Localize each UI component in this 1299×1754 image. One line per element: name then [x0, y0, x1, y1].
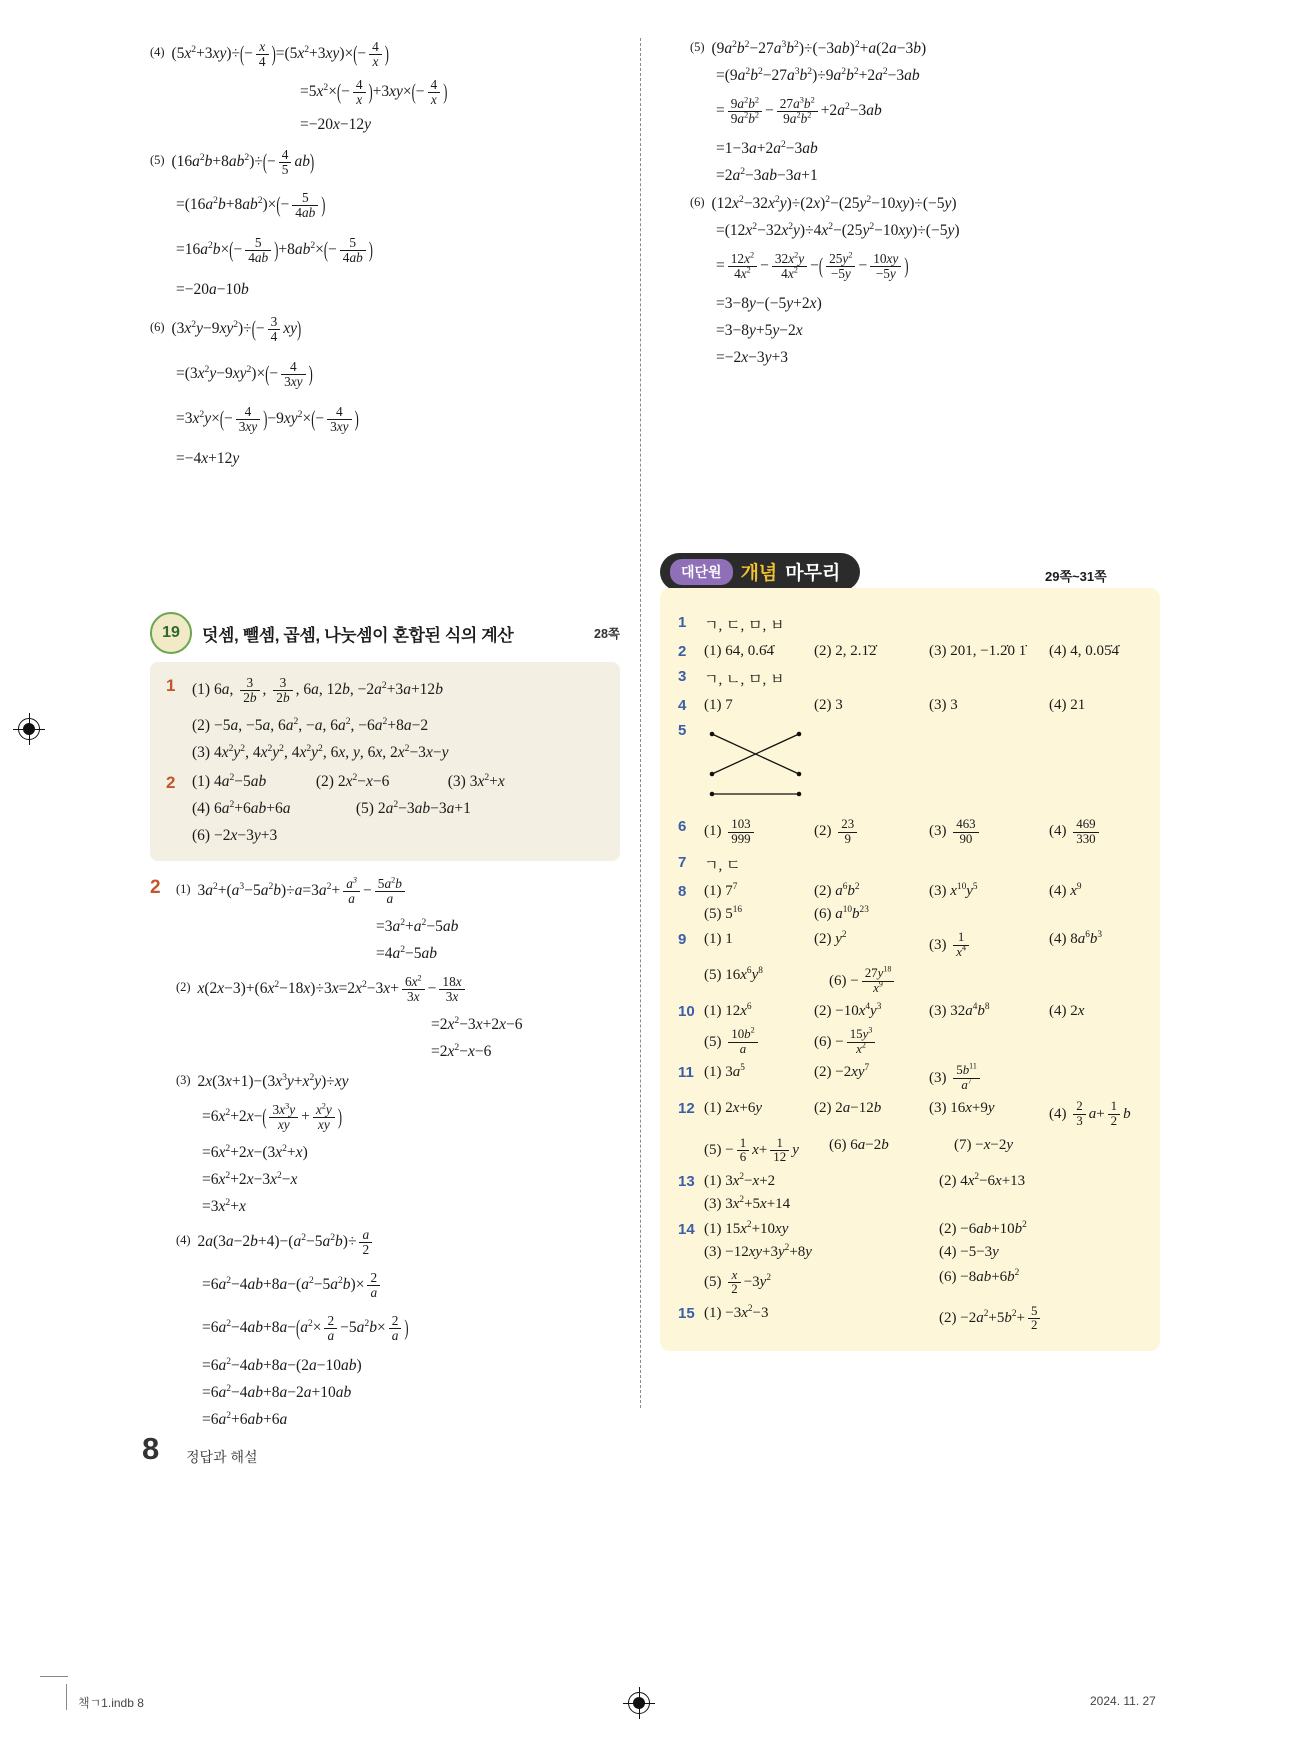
solution-line: (5) $(16a^2b+8ab^2)\div(-$ $\frac{4}{5}$ ab) [150, 146, 315, 177]
section-title: 덧셈, 뺄셈, 곱셈, 나눗셈이 혼합된 식의 계산 [202, 625, 514, 645]
solution-line: $=6x^2+2x-(3x^2+x)$ [202, 1142, 308, 1161]
solution-line: $=6a^2-4ab+8a-2a+10ab$ [202, 1382, 352, 1401]
answer-row-number: 12 [678, 1100, 695, 1118]
solution-line: (5) $(9a^2b^2-27a^3b^2)\div(-3ab)^2+a(2a-3b)$ [690, 38, 927, 57]
left-solution-column [150, 40, 620, 477]
answer-row [678, 1100, 1142, 1164]
solution-line: $=5x^2\times(-$ $\frac{4}{x}$ )+3xy×(− $\frac{4}{x}$ ) [300, 76, 448, 107]
answer-row-body: (1) $3a^5$ $(2) -2xy^7$ (3) $\frac{5b^{11}}{a^7}$ [704, 1064, 1142, 1092]
answer-row-number: 5 [678, 722, 687, 739]
ribbon-title-1: 개념 [740, 563, 778, 584]
answer-row-body: (1) 1 (2) $y^2$ (3) $\frac{1}{x^4}$ (4) $8a^6b^3$ (5) $16x^6y^8$ (6) − $\frac{27y^{18}}{x^9}$ [704, 930, 1103, 995]
footer-bar [66, 1684, 67, 1710]
review-panel-ribbon [660, 553, 860, 591]
answer-row [678, 931, 1142, 995]
answer-line: (4) $6a^2+6ab+6a$ (5) $2a^2-3ab-3a+1$ [192, 798, 471, 817]
answer-row-body: (1) $7^7$ (2) $a^6b^2$ (3) $x^{10}y^5$ (4) $x^9$ (5) $5^{16}$ (6) $a^{10}b^{23}$ [704, 882, 1082, 923]
solution-line: $=6a^2-4ab+8a-(2a-10ab)$ [202, 1355, 362, 1374]
solution-line: (4) $(5x^2+3xy)\div(-$ $\frac{x}{4}$ )$=(5x^2+3xy)\times(-$ $\frac{4}{x}$ ) [150, 39, 389, 69]
answer-row [678, 1003, 1142, 1056]
answer-row-number: 9 [678, 931, 687, 949]
solution-line: $=6x^2+2x-$( $\frac{3x^3y}{xy}$ + $\frac{x^2y}{xy}$ ) [202, 1101, 342, 1132]
page-number: 8 [142, 1431, 160, 1466]
answer-row-number: 14 [678, 1220, 695, 1238]
answer-row-number: 7 [678, 854, 687, 872]
answer-row-body: (1) 64, 0.6̇4̇ (2) 2, 2.1̇2̇ (3) 201, −1.2̇0 1̇ (4) 4, 0.05̇4̇ [704, 643, 1119, 659]
review-answer-panel [660, 588, 1160, 1351]
solution-line: $=3x^2+x$ [202, 1196, 246, 1215]
solution-line: $=1-3a+2a^2-3ab$ [716, 138, 818, 157]
solution-line: =−4x+12y [176, 449, 240, 467]
column-divider [640, 38, 641, 1408]
answer-row [678, 697, 1142, 714]
solution-line: (1) $3a^2+(a^3-5a^2b)\div a=3a^2+$ $\frac{a^3}{a}$ − $\frac{5a^2b}{a}$ [176, 877, 620, 906]
solution-line: $=6x^2+2x-3x^2-x$ [202, 1169, 298, 1188]
solution-line: =−20x−12y [300, 115, 372, 133]
answer-row [678, 668, 1142, 689]
section-19-header [150, 612, 620, 654]
solution-line: =−20a−10b [176, 280, 249, 298]
solution-line: = $\frac{9a^2b^2}{9a^2b^2}$ − $\frac{27a^3b^2}{9a^2b^2}$ $+2a^2-3ab$ [716, 95, 882, 126]
answer-row-number: 3 [678, 668, 687, 685]
right-solution-column [690, 40, 1160, 376]
answer-row-body: (1) $15x^2+10xy$ $(2) -6ab+10b^2$ $(3) -12xy+3y^2+8y$ (4) −5−3y (5) $\frac{x}{2}$ $-3y^2$ $(6) -8ab+6b^2$ [704, 1219, 1027, 1297]
answer-line: (1) 6a, $\frac{3}{2b}$ , $\frac{3}{2b}$ , 6a, 12b, $-2a^2+3a+12b$ [192, 675, 443, 705]
solution-line: =−2x−3y+3 [716, 348, 789, 366]
solution-line: (3) $2x(3x+1)-(3x^3y+x^2y)\div xy$ [176, 1071, 349, 1090]
solution-line: $=2a^2-3ab-3a+1$ [716, 165, 818, 184]
solution-line: $=6a^2-4ab+8a-(a^2-5a^2b)\times$ $\frac{2}{a}$ [176, 1271, 620, 1300]
answer-row [678, 1064, 1142, 1092]
answer-row [678, 1305, 1142, 1333]
answer-row [678, 1221, 1142, 1297]
section-19 [150, 612, 620, 1438]
answer-row-body: (1) 2x+6y (2) 2a−12b (3) 16x+9y (4) $\frac{2}{3}$ a+ $\frac{1}{2}$ b (5) − $\frac{1}{6}$ x+ $\frac{1}{12}$ y (6) 6a−2b (7) −x−2y [704, 1099, 1131, 1165]
answer-row-number: 4 [678, 697, 687, 714]
answer-row-body: (1) 7 (2) 3 (3) 3 (4) 21 [704, 697, 1086, 713]
answer-line: (3) $4x^2y^2$, $4x^2y^2$, $4x^2y^2$, 6x, y, 6x, $2x^2-3x-y$ [192, 742, 449, 761]
answer-row-body: (1) $\frac{103}{999}$ (2) $\frac{23}{9}$ (3) $\frac{463}{90}$ (4) $\frac{469}{330}$ [704, 818, 1159, 846]
answer-row-body: ㄱ, ㄷ, ㅁ, ㅂ [704, 618, 785, 634]
answer-row [678, 614, 1142, 635]
solution-line: $=2x^2-3x+2x-6$ [431, 1014, 523, 1033]
solution-line: $=(12x^2-32x^2y)\div 4x^2-(25y^2-10xy)\div(-5y)$ [716, 220, 960, 239]
section-page-ref: 28쪽 [594, 627, 620, 641]
solution-line: $=16a^2b\times(-$ $\frac{5}{4ab}$ )$+8ab^2\times(-$ $\frac{5}{4ab}$ ) [176, 234, 373, 265]
answer-group-number: 1 [166, 676, 176, 695]
footer-label: 정답과 해설 [186, 1449, 258, 1465]
answer-row-body: ㄱ, ㄴ, ㅁ, ㅂ [704, 672, 785, 688]
solution-line: $=(9a^2b^2-27a^3b^2)\div 9a^2b^2+2a^2-3ab$ [716, 65, 920, 84]
answer-row-body: ㄱ, ㄷ [704, 858, 741, 875]
footer-date: 2024. 11. 27 [1090, 1694, 1156, 1708]
answer-line: (6) −2x−3y+3 [192, 826, 278, 844]
solution-line: (6) $(3x^2y-9xy^2)\div(-$ $\frac{3}{4}$ xy) [150, 313, 302, 344]
answer-row-number: 8 [678, 883, 687, 901]
solution-line: =3−8y−(−5y+2x) [716, 294, 822, 312]
review-page-range: 29쪽~31쪽 [1045, 569, 1107, 584]
answer-row-body: (1) $3x^2-x+2$ (2) $4x^2-6x+13$ (3) $3x^2+5x+14$ [704, 1171, 1026, 1212]
answer-group-number: 2 [166, 772, 176, 792]
answer-row-number: 10 [678, 1003, 695, 1021]
solution-line: $=3x^2y\times(-$ $\frac{4}{3xy}$ )$-9xy^2\times(-$ $\frac{4}{3xy}$ ) [176, 403, 359, 434]
worked-group-number: 2 [150, 876, 161, 898]
footer-file-name: 책ㄱ1.indb 8 [78, 1696, 144, 1710]
answer-row [678, 854, 1142, 875]
answer-row-body: (1) $12x^6$ $(2) -10x^4y^3$ (3) $32a^4b^8$ (4) 2x (5) $\frac{10b^2}{a}$ (6) − $\frac{15y^3}{x^2}$ [704, 1002, 1085, 1056]
answer-row-body: $(1) -3x^2-3$ $(2) -2a^2+5b^2+$ $\frac{5}{2}$ [704, 1305, 1142, 1333]
ribbon-chip: 대단원 [670, 559, 733, 585]
answer-row [678, 643, 1142, 660]
solution-line: $=6a^2+6ab+6a$ [202, 1409, 288, 1428]
solution-line: $=(3x^2y-9xy^2)\times(-$ $\frac{4}{3xy}$ ) [176, 358, 313, 389]
solution-line: $=3a^2+a^2-5ab$ [376, 916, 459, 935]
registration-mark-bottom-icon [628, 1692, 650, 1714]
matching-lines-svg [704, 726, 824, 804]
answer-line: (2) −5a, −5a, $6a^2$, −a, $6a^2$, $-6a^2+8a-2$ [192, 715, 429, 734]
solution-line: $=2x^2-x-6$ [431, 1041, 492, 1060]
answer-row [678, 883, 1142, 923]
answer-row-number: 2 [678, 643, 687, 660]
section-number-badge: 19 [150, 612, 192, 654]
solution-line: =3−8y+5y−2x [716, 321, 803, 339]
solution-line: (2) $x(2x-3)+(6x^2-18x)\div 3x=2x^2-3x+$ $\frac{6x^2}{3x}$ − $\frac{18x}{3x}$ [176, 975, 620, 1004]
answer-row-number: 13 [678, 1172, 695, 1190]
solution-line: $=6a^2-4ab+8a-(a^2\times$ $\frac{2}{a}$ $-5a^2b\times$ $\frac{2}{a}$ ) [202, 1312, 409, 1343]
solution-line: (4) $2a(3a-2b+4)-(a^2-5a^2b)\div$ $\frac{a}{2}$ [176, 1228, 620, 1257]
solution-line: (6) $(12x^2-32x^2y)\div(2x)^2-(25y^2-10xy)\div(-5y)$ [690, 193, 957, 212]
answer-row-number: 11 [678, 1064, 694, 1082]
answer-row [678, 1173, 1142, 1213]
section-19-answer-box [150, 662, 620, 861]
answer-row [678, 722, 1142, 810]
solution-line: $=(16a^2b+8ab^2)\times(-$ $\frac{5}{4ab}$ ) [176, 189, 326, 220]
answer-row-number: 6 [678, 818, 687, 835]
answer-row-number: 15 [678, 1304, 695, 1322]
solution-line: = $\frac{12x^2}{4x^2}$ − $\frac{32x^2y}{4x^2}$ −( $\frac{25y^2}{-5y}$ − $\frac{10xy}{-5y}$ ) [716, 250, 909, 281]
answer-row [678, 818, 1142, 846]
ribbon-title-2: 마무리 [785, 563, 841, 584]
footer-rule [40, 1676, 68, 1677]
matching-diagram [704, 722, 1142, 810]
answer-row-number: 1 [678, 614, 687, 631]
registration-mark-left-icon [18, 718, 40, 740]
answer-line: (1) $4a^2-5ab$ (2) $2x^2-x-6$ (3) $3x^2+x$ [192, 771, 505, 790]
solution-line: $=4a^2-5ab$ [376, 943, 438, 962]
